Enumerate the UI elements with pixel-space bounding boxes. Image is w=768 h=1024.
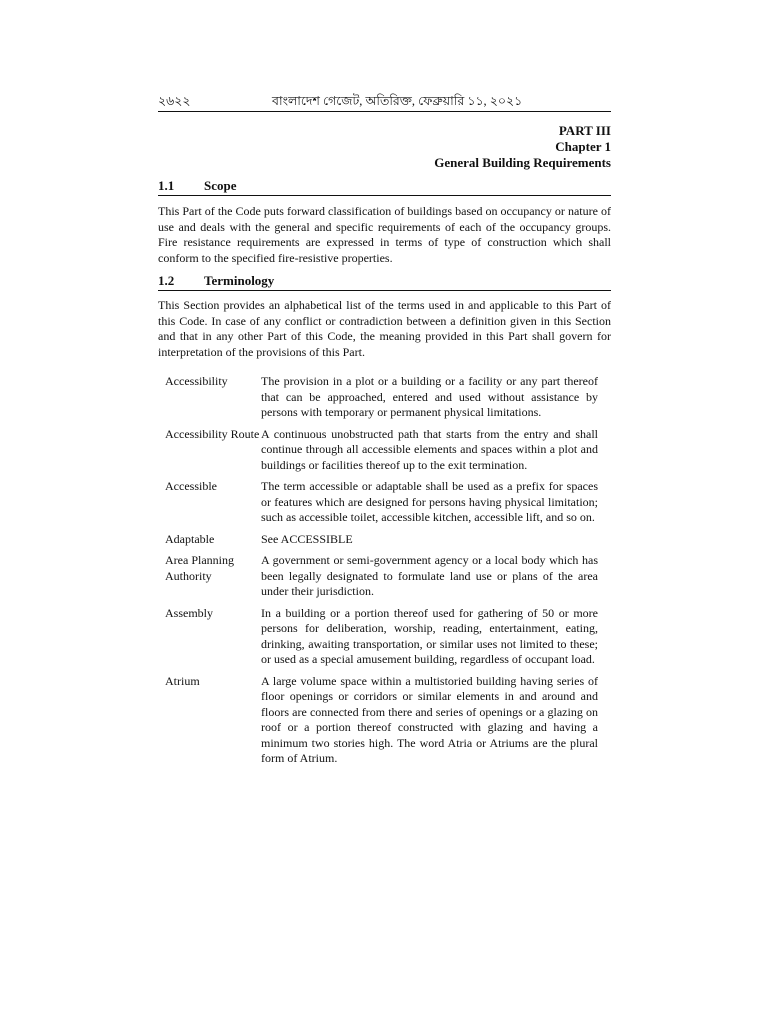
section-number: 1.1 (158, 178, 175, 193)
definition: The term accessible or adaptable shall be used as a prefix for spaces or features which are designed for persons having physical limitation; such as accessible toilet, accessible kitchen, accessible lift, and so on. (261, 479, 598, 524)
section-heading-terminology (158, 273, 611, 291)
part-heading (434, 123, 611, 171)
term: Atrium (165, 673, 200, 688)
section-heading-scope (158, 178, 611, 196)
terminology-paragraph: This Section provides an alphabetical list of the terms used in and applicable to this Part of this Code. In case of any conflict or contradiction between a definition given in this Section and that in any other Part of this Code, the meaning provided in this Part shall govern for interpretation of the provisions of this Part. (158, 298, 611, 359)
term: Accessible (165, 479, 217, 493)
section-title: Terminology (204, 273, 275, 288)
section-number: 1.2 (158, 273, 175, 288)
list-item (158, 427, 611, 474)
list-item (158, 374, 611, 421)
definition: A continuous unobstructed path that starts from the entry and shall continue through all accessible elements and spaces within a plot and buildings or facilities thereof up to the exit termination. (261, 426, 598, 472)
list-item (158, 606, 611, 668)
definition: In a building or a portion thereof used for gathering of 50 or more persons for deliberation, worship, reading, entertainment, eating, drinking, awaiting transportation, or similar uses not limited to these; or used as a special amusement building, regardless of occupant load. (261, 605, 598, 666)
scope-paragraph: This Part of the Code puts forward classification of buildings based on occupancy or nature of use and deals with the general and specific requirements of each of the occupancy groups. Fire resistance requirements are expressed in terms of type of construction which shall conform to the specified fire-resistive properties. (158, 204, 611, 265)
page-number: ২৬২২ (158, 94, 191, 108)
terms-list (158, 374, 611, 773)
term: Assembly (165, 605, 213, 620)
term: Accessibility Route (165, 426, 260, 441)
part-label: PART III (558, 123, 611, 138)
definition: See ACCESSIBLE (261, 531, 353, 546)
list-item (158, 553, 611, 600)
list-item (158, 479, 611, 526)
definition: A large volume space within a multistoried building having series of floor openings or corridors or similar elements in and around and floors are connected from there and series of openings or a glazing on roof or a portion thereof constructed with glazing and having a minimum two stories high. The word Atria or Atriums are the plural form of Atrium. (261, 673, 598, 765)
term: Accessibility (165, 374, 228, 388)
term: Adaptable (165, 531, 215, 546)
chapter-label: Chapter 1 (555, 139, 611, 154)
gazette-title: বাংলাদেশ গেজেট, অতিরিক্ত, ফেব্রুয়ারি ১১, ২০২১ (272, 94, 523, 108)
section-title: Scope (204, 178, 237, 193)
chapter-title: General Building Requirements (434, 155, 611, 170)
gazette-header (158, 93, 611, 112)
definition: The provision in a plot or a building or a facility or any part thereof that can be approached, entered and used without assistance by persons with temporary or permanent physical limitations. (261, 374, 598, 419)
term: Area Planning Authority (165, 553, 234, 583)
list-item (158, 674, 611, 767)
definition: A government or semi-government agency or a local body which has been legally designated to formulate land use or plans of the area under their jurisdiction. (261, 553, 598, 598)
list-item (158, 532, 611, 548)
